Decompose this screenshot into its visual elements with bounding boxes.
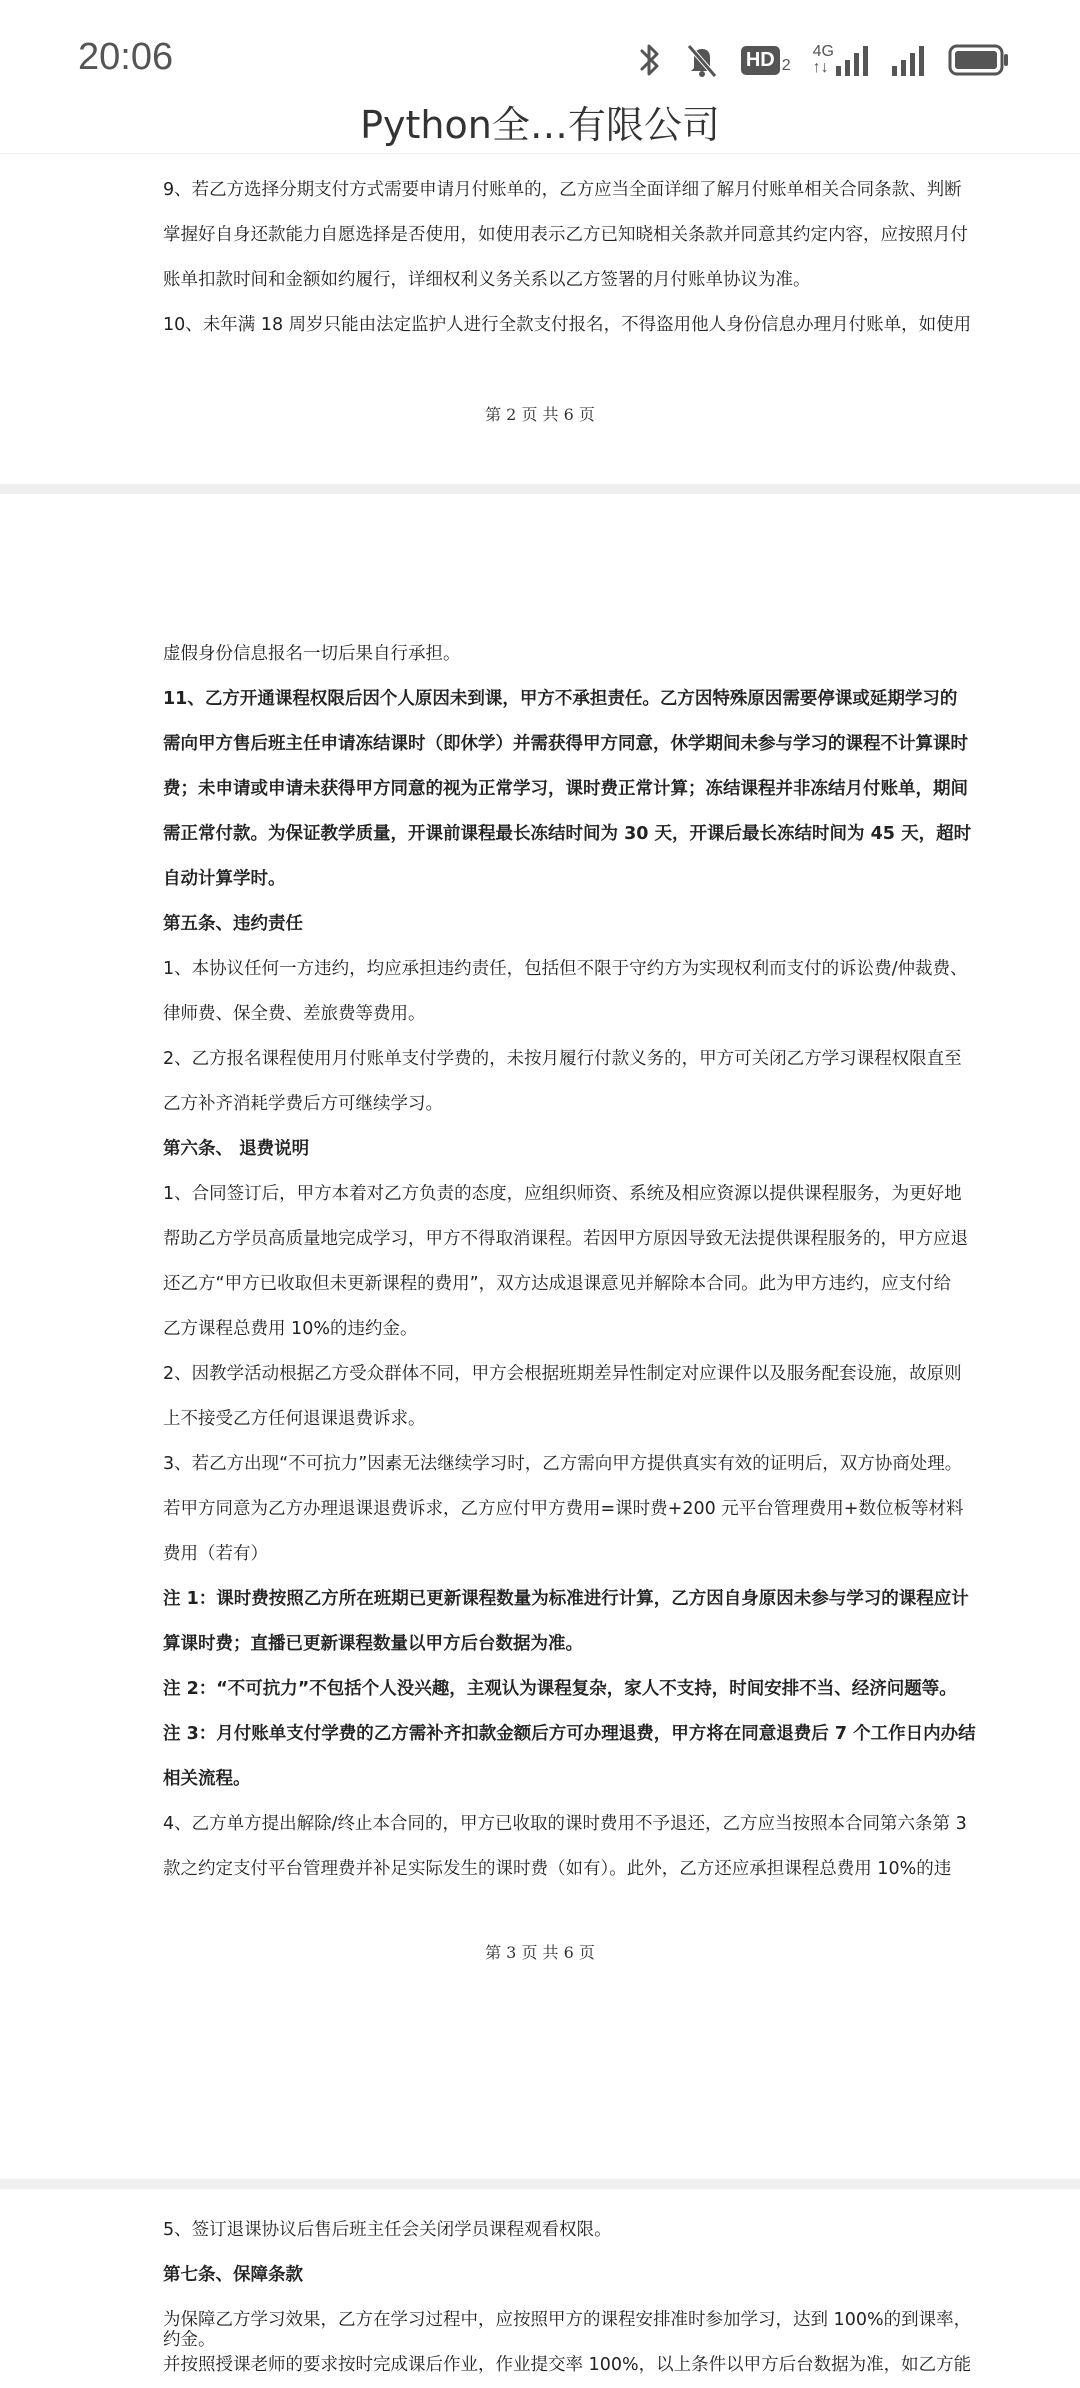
page-3-line: 律师费、保全费、差旅费等费用。 <box>163 1004 426 1024</box>
page-3-line: 费；未申请或申请未获得甲方同意的视为正常学习，课时费正常计算；冻结课程并非冻结月付账单，期间 <box>163 779 968 799</box>
hd-sub-label: 2 <box>781 56 791 74</box>
page-3-line: 若甲方同意为乙方办理退课退费诉求，乙方应付甲方费用=课时费+200 元平台管理费用+数位板等材料 <box>163 1499 964 1519</box>
page-3-line: 需向甲方售后班主任申请冻结课时（即休学）并需获得甲方同意，休学期间未参与学习的课程不计算课时 <box>163 734 968 754</box>
page-3-line: 3、若乙方出现“不可抗力”因素无法继续学习时，乙方需向甲方提供真实有效的证明后，双方协商处理。 <box>163 1454 963 1474</box>
page-2-line: 账单扣款时间和金额如约履行，详细权利义务关系以乙方签署的月付账单协议为准。 <box>163 270 811 290</box>
page-2-line: 10、未年满 18 周岁只能由法定监护人进行全款支付报名，不得盗用他人身份信息办理月付账单，如使用 <box>163 315 972 335</box>
page-3-line: 11、乙方开通课程权限后因个人原因未到课，甲方不承担责任。乙方因特殊原因需要停课或延期学习的 <box>163 689 958 709</box>
title-bar <box>0 96 1080 154</box>
signal-strength-icon <box>892 44 926 76</box>
page-3-line: 还乙方“甲方已收取但未更新课程的费用”，双方达成退课意见并解除本合同。此为甲方违约，应支付给 <box>163 1274 952 1294</box>
page-3-line: 注 1：课时费按照乙方所在班期已更新课程数量为标准进行计算，乙方因自身原因未参与学习的课程应计 <box>163 1589 969 1609</box>
page-3-line: 虚假身份信息报名一切后果自行承担。 <box>163 644 461 664</box>
page-3-line: 4、乙方单方提出解除/终止本合同的，甲方已收取的课时费用不予退还，乙方应当按照本合同第六条第 3 <box>163 1814 967 1834</box>
page-3-line: 乙方课程总费用 10%的违约金。 <box>163 1319 418 1339</box>
page-3-line: 1、本协议任何一方违约，均应承担违约责任，包括但不限于守约方为实现权利而支付的诉讼费/仲裁费、 <box>163 959 968 979</box>
page-3-line: 款之约定支付平台管理费并补足实际发生的课时费（如有）。此外，乙方还应承担课程总费用 10%的违 <box>163 1859 952 1879</box>
page-separator <box>0 484 1080 494</box>
page-3-line: 算课时费；直播已更新课程数量以甲方后台数据为准。 <box>163 1634 583 1654</box>
page-3-line: 注 2：“不可抗力”不包括个人没兴趣，主观认为课程复杂，家人不支持，时间安排不当、经济问题等。 <box>163 1679 957 1699</box>
hd-label: HD <box>741 46 780 75</box>
section-heading: 第五条、违约责任 <box>163 914 303 934</box>
section-heading: 第六条、 退费说明 <box>163 1139 310 1159</box>
page-2-footer: 第 2 页 共 6 页 <box>485 405 595 424</box>
page-4-line: 并按照授课老师的要求按时完成课后作业，作业提交率 100%，以上条件以甲方后台数据为准，如乙方能 <box>163 2355 972 2375</box>
mute-bell-icon <box>685 40 719 80</box>
page-3-line: 1、合同签订后，甲方本着对乙方负责的态度，应组织师资、系统及相应资源以提供课程服务，为更好地 <box>163 1184 962 1204</box>
battery-icon <box>948 44 1010 76</box>
page-2-line: 9、若乙方选择分期支付方式需要申请月付账单的，乙方应当全面详细了解月付账单相关合同条款、判断 <box>163 180 962 200</box>
page-2-line: 掌握好自身还款能力自愿选择是否使用，如使用表示乙方已知晓相关条款并同意其约定内容，应按照月付 <box>163 225 968 245</box>
page-3-line: 2、因教学活动根据乙方受众群体不同，甲方会根据班期差异性制定对应课件以及服务配套设施，故原则 <box>163 1364 962 1384</box>
mobile-signal-icon <box>813 44 870 76</box>
page-3-line: 帮助乙方学员高质量地完成学习，甲方不得取消课程。若因甲方原因导致无法提供课程服务的，甲方应退 <box>163 1229 968 1249</box>
page-4-line: 约金。 <box>163 2330 216 2350</box>
network-type-label: 4G <box>812 43 834 60</box>
page-3-line: 自动计算学时。 <box>163 869 286 889</box>
page-3-line: 相关流程。 <box>163 1769 251 1789</box>
page-3-line: 乙方补齐消耗学费后方可继续学习。 <box>163 1094 443 1114</box>
document-page-2 <box>0 154 1080 484</box>
network-activity-label: ↑↓ <box>812 59 829 76</box>
page-3-line: 上不接受乙方任何退课退费诉求。 <box>163 1409 426 1429</box>
page-title: Python全…有限公司 <box>360 103 720 147</box>
status-time: 20:06 <box>78 36 174 78</box>
page-3-line: 费用（若有） <box>163 1544 268 1564</box>
status-icons <box>637 38 1010 82</box>
status-bar <box>0 0 1080 110</box>
page-separator <box>0 2179 1080 2189</box>
bluetooth-icon <box>637 40 663 80</box>
section-heading: 第七条、保障条款 <box>163 2265 303 2285</box>
page-4-line: 5、签订退课协议后售后班主任会关闭学员课程观看权限。 <box>163 2220 612 2240</box>
page-3-line: 2、乙方报名课程使用月付账单支付学费的，未按月履行付款义务的，甲方可关闭乙方学习课程权限直至 <box>163 1049 962 1069</box>
hd-voice-icon <box>741 46 791 75</box>
page-3-line: 需正常付款。为保证教学质量，开课前课程最长冻结时间为 30 天，开课后最长冻结时间为 45 天，超时 <box>163 824 972 844</box>
page-4-line: 为保障乙方学习效果，乙方在学习过程中，应按照甲方的课程安排准时参加学习，达到 100%的到课率， <box>163 2310 972 2330</box>
page-3-footer: 第 3 页 共 6 页 <box>485 1943 595 1962</box>
page-3-line: 注 3：月付账单支付学费的乙方需补齐扣款金额后方可办理退费，甲方将在同意退费后 7 个工作日内办结 <box>163 1724 976 1744</box>
document-page-3 <box>0 494 1080 2179</box>
